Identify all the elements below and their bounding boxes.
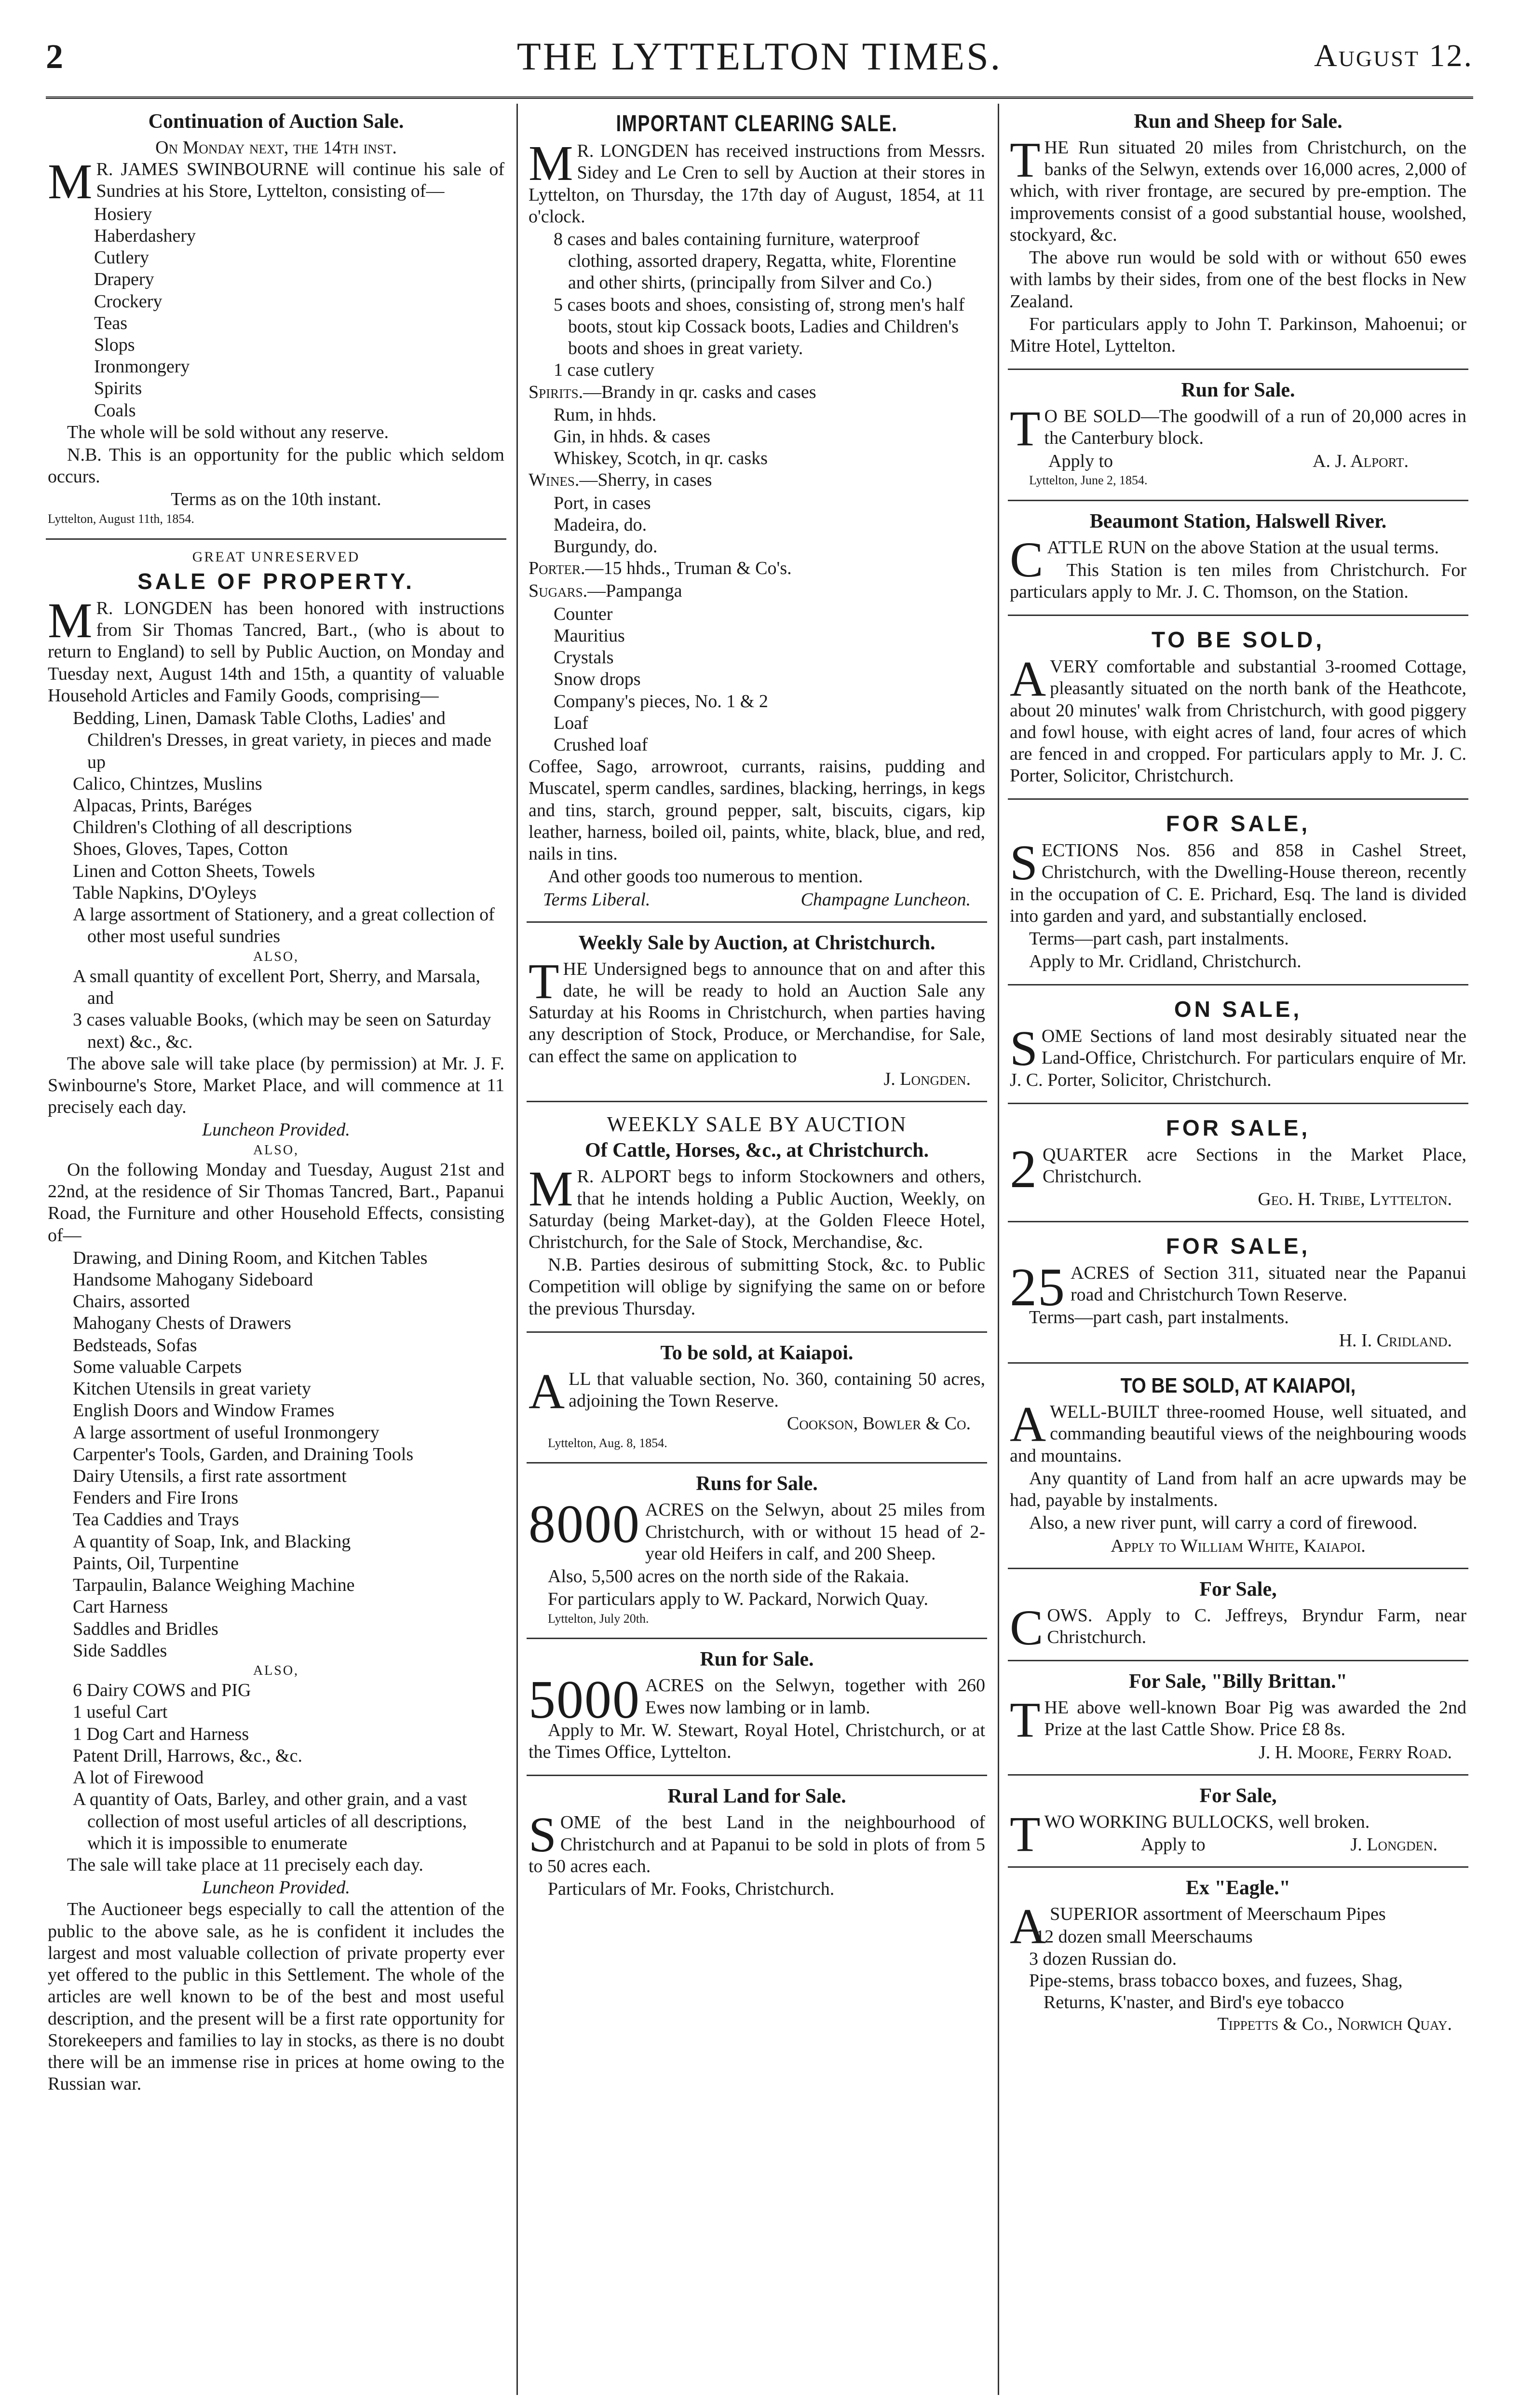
ad-paragraph: Also, 5,500 acres on the north side of the Rakaia. [548,1566,909,1587]
ad-note: N.B. This is an opportunity for the public which seldom occurs. [48,445,504,487]
ad-body: R. LONGDEN has received instructions from Messrs. Sidey and Le Cren to sell by Auction at their stores in Lyttelton, on Thursday, the 17th day of August, 1854, at 11 o'clock. [529,141,985,227]
ad-separator [527,1101,987,1102]
ad-separator [527,1775,987,1776]
list-item: 1 useful Cart [73,1702,168,1723]
category-label: Sugars. [529,581,588,602]
ad-paragraph: Also, a new river punt, will carry a cord of firewood. [1029,1513,1418,1533]
list-item: Haberdashery [94,225,196,246]
list-item: Calico, Chintzes, Muslins [73,773,262,794]
ad-signature: J. H. Moore, Ferry Road. [1258,1742,1452,1763]
ad-separator [1008,615,1468,616]
list-item: 1 Dog Cart and Harness [73,1724,249,1744]
also-label: ALSO, [253,949,299,964]
list-item: Table Napkins, D'Oyleys [73,882,257,903]
list-item: 3 cases valuable Books, (which may be seen on Saturday next) &c., &c. [73,1010,491,1052]
ad-signature: Tippetts & Co., Norwich Quay. [1217,2014,1452,2035]
ad-cottage [1008,621,1468,794]
ad-land-office-sections [1008,990,1468,1097]
ad-date: Lyttelton, June 2, 1854. [1029,473,1148,487]
ad-body: WELL-BUILT three-roomed House, well situated, and commanding beautiful views of the neighbouring woods and mountains. [1010,1402,1466,1466]
item-list [48,1680,504,1854]
list-item: 3 dozen Russian do. [1029,1948,1177,1969]
list-item: Alpacas, Prints, Baréges [73,795,252,816]
ad-signature: A. J. Alport. [1313,451,1409,471]
list-item: Coals [94,400,136,421]
column-2 [527,106,987,2393]
ad-paragraph: The above sale will take place (by permission) at Mr. J. F. Swinbourne's Store, Market Place, and will commence at 11 precisely each day. [48,1053,504,1118]
ad-body: ATTLE RUN on the above Station at the usual terms. [1047,537,1439,558]
ad-body: OME Sections of land most desirably situated near the Land-Office, Christchurch. For particulars enquire of Mr. J. C. Porter, Solicitor, Christchurch. [1010,1026,1466,1090]
item-list [48,708,504,947]
ad-terms: Terms—part cash, part instalments. [1029,1307,1289,1328]
list-item: Linen and Cotton Sheets, Towels [73,861,315,881]
column-divider [516,104,518,2395]
ad-separator [527,1462,987,1464]
drop-cap: M [48,593,93,649]
apply-row [1010,451,1466,472]
list-item: Chairs, assorted [73,1291,190,1312]
ad-separator [1008,1362,1468,1364]
drop-cap: S [1010,835,1038,891]
ad-heading: For Sale, [1199,1784,1277,1807]
drop-cap: A [1010,1396,1046,1452]
list-item: Mahogany Chests of Drawers [73,1313,291,1334]
ad-paragraph: And other goods too numerous to mention. [548,866,863,887]
ad-heading: Runs for Sale. [696,1473,818,1495]
list-item: Burgundy, do. [554,536,658,557]
list-item: 6 Dairy COWS and PIG [73,1680,251,1701]
list-item: A small quantity of excellent Port, Sherry, and Marsala, and [73,966,480,1009]
ad-heading: TO BE SOLD, [1151,627,1325,653]
list-item: Tarpaulin, Balance Weighing Machine [73,1575,355,1596]
list-item: Port, in cases [554,493,651,513]
ad-body: WO WORKING BULLOCKS, well broken. [1044,1811,1370,1832]
ad-run-goodwill [1008,375,1468,495]
ad-body: R. JAMES SWINBOURNE will continue his sale of Sundries at his Store, Lyttelton, consisting of— [96,159,504,202]
ad-paragraph: N.B. Parties desirous of submitting Stock, &c. to Public Competition will oblige by signifying the same on or before the previous Thursday. [529,1255,985,1319]
drop-cap: M [529,1161,573,1217]
ad-body: HE above well-known Boar Pig was awarded the 2nd Prize at the last Cattle Show. Price £8 8s. [1044,1697,1466,1740]
ad-separator [1008,984,1468,985]
ad-sale-of-property [46,545,506,2102]
list-item: —Pampanga [587,581,682,602]
ad-paragraph: The above run would be sold with or without 650 ewes with lambs by their sides, from one of the best flocks in New Zealand. [1010,247,1466,312]
list-item: 1 case cutlery [554,360,654,381]
ad-heading: SALE OF PROPERTY. [137,569,415,594]
category-label: Porter. [529,558,585,579]
ad-signature: J. Longden. [1350,1834,1438,1855]
ad-heading: IMPORTANT CLEARING SALE. [616,111,898,137]
luncheon-note: Luncheon Provided. [202,1120,350,1140]
list-item: Counter [554,603,613,624]
ad-apply: Apply to Mr. Cridland, Christchurch. [1029,951,1302,972]
list-item: A quantity of Oats, Barley, and other grain, and a vast collection of most useful articles of all descriptions, which it is impossible to enumerate [73,1789,467,1853]
list-item: 8 cases and bales containing furniture, waterproof clothing, assorted drapery, Regatta, white, Florentine and other shirts, (principally from Silver and Co.) [554,229,956,293]
masthead [46,34,1473,96]
drop-cap: T [1010,1806,1041,1862]
ad-paragraph: The sale will take place at 11 precisely each day. [67,1855,423,1875]
list-item: Children's Clothing of all descriptions [73,817,352,838]
ad-heading: For Sale, "Billy Brittan." [1128,1670,1348,1693]
drop-number: 2 [1010,1139,1038,1199]
ad-separator [527,1331,987,1333]
column-1 [46,106,506,2393]
ad-body: HE Run situated 20 miles from Christchurch, on the banks of the Selwyn, extends over 16,000 acres, 2,000 of which, with river frontage, are secured by pre-emption. The improvements consist of a good substantial house, woolshed, stockyard, &c. [1010,137,1466,245]
ad-heading: Continuation of Auction Sale. [148,110,404,133]
list-item: Crushed loaf [554,735,648,755]
ad-heading: Run and Sheep for Sale. [1134,110,1343,133]
ad-body: VERY comfortable and substantial 3-roomed Cottage, pleasantly situated on the north bank of the Heathcote, about 20 minutes' walk from Christchurch, with good piggery and fowl house, with eight acres of land, four acres of which are fenced in and cropped. For particulars apply to Mr. J. C. Porter, Solicitor, Christchurch. [1010,657,1466,786]
terms-note: Terms Liberal. [543,889,651,910]
ad-market-place-sections [1008,1109,1468,1216]
list-item: A quantity of Soap, Ink, and Blacking [73,1531,351,1552]
list-item: Saddles and Bridles [73,1618,218,1639]
item-list [529,229,985,382]
ad-run-for-sale [527,1644,987,1770]
ad-heading: ON SALE, [1174,997,1302,1022]
ad-body: R. ALPORT begs to inform Stockowners and others, that he intends holding a Public Auction, Weekly, on Saturday (being Market-day), at the Golden Fleece Hotel, Christchurch, for the Sale of Stock, Merchandise, &c. [529,1166,985,1253]
ad-paragraph: Particulars of Mr. Fooks, Christchurch. [548,1878,835,1899]
terms-row [529,889,985,911]
list-item: Cutlery [94,247,149,268]
list-item: Fenders and Fire Irons [73,1488,238,1508]
drop-cap: S [529,1807,556,1863]
ad-separator [1008,1103,1468,1104]
drop-cap: M [48,154,93,210]
ad-heading: FOR SALE, [1166,811,1311,836]
drop-cap: C [1010,1600,1044,1656]
ad-paragraph: Any quantity of Land from half an acre upwards may be had, payable by instalments. [1010,1468,1466,1511]
ad-section-311 [1008,1227,1468,1357]
ad-heading: Run for Sale. [700,1648,814,1671]
ad-swinbourne-auction [46,106,506,534]
list-item: Hosiery [94,204,152,224]
list-item: A lot of Firewood [73,1767,204,1788]
ad-separator [1008,1221,1468,1222]
list-item: —Brandy in qr. casks and cases [583,382,816,402]
list-item: Pipe-stems, brass tobacco boxes, and fuzees, Shag, Returns, K'naster, and Bird's eye tobacco [1029,1970,1403,2012]
drop-cap: T [1010,1692,1041,1748]
item-list [529,493,985,558]
drop-number: 8000 [529,1494,640,1555]
ad-subheading: Of Cattle, Horses, &c., at Christchurch. [584,1139,929,1162]
ad-body: QUARTER acre Sections in the Market Place, Christchurch. [1043,1144,1466,1187]
ad-separator [1008,798,1468,800]
list-item: A large assortment of Stationery, and a great collection of other most useful sundries [73,904,495,947]
ad-heading: WEEKLY SALE BY AUCTION [607,1112,907,1136]
item-list [1010,1926,1466,2013]
ad-weekly-sale-christchurch [527,928,987,1096]
ad-heading: FOR SALE, [1166,1233,1311,1259]
list-item: Dairy Utensils, a first rate assortment [73,1465,347,1486]
list-item: Ironmongery [94,356,190,377]
ad-paragraph: On the following Monday and Tuesday, August 21st and 22nd, at the residence of Sir Thomas Tancred, Bart., Papanui Road, the Furniture and other Household Effects, consisting of— [48,1159,504,1245]
list-item: Loaf [554,712,588,733]
ad-separator [527,921,987,923]
ad-separator [1008,369,1468,370]
column-3 [1008,106,1468,2393]
ad-terms: Terms—part cash, part instalments. [1029,929,1289,949]
issue-date: August 12. [1314,38,1473,73]
ad-run-and-sheep [1008,106,1468,364]
drop-cap: A [529,1363,565,1419]
ad-body: O BE SOLD—The goodwill of a run of 20,000 acres in the Canterbury block. [1044,406,1466,449]
list-item: Mauritius [554,625,625,646]
drop-cap: S [1010,1021,1038,1077]
ad-heading: Beaumont Station, Halswell River. [1089,510,1387,533]
list-item: Whiskey, Scotch, in qr. casks [554,448,768,469]
list-item: Bedding, Linen, Damask Table Cloths, Ladies' and Children's Dresses, in great variety, in pieces and made up [73,708,492,772]
list-item: Teas [94,313,128,333]
ad-body: SUPERIOR assortment of Meerschaum Pipes [1050,1904,1386,1925]
ad-subheading: On Monday next, the 14th inst. [155,137,397,158]
list-item: —Sherry, in cases [579,470,712,491]
ad-signature: Cookson, Bowler & Co. [787,1413,971,1434]
ad-preheading: GREAT UNRESERVED [192,548,360,565]
list-item: 5 cases boots and shoes, consisting of, strong men's half boots, stout kip Cossack boots, Ladies and Children's boots and shoes in great variety. [554,294,965,359]
list-item: Carpenter's Tools, Garden, and Draining Tools [73,1444,414,1464]
ad-rural-land [527,1781,987,1907]
list-item: 12 dozen small Meerschaums [1035,1927,1253,1947]
ad-heading: Run for Sale. [1181,379,1295,402]
masthead-rule [46,96,1473,99]
item-list [48,1247,504,1662]
ad-heading: To be sold, at Kaiapoi. [660,1341,854,1364]
ad-paragraph: For particulars apply to W. Packard, Norwich Quay. [548,1589,929,1610]
ad-heading: Rural Land for Sale. [667,1785,846,1808]
ad-note: The whole will be sold without any reserve. [67,422,389,442]
ad-kaiapoi-house [1008,1368,1468,1563]
list-item: Kitchen Utensils in great variety [73,1379,311,1399]
list-item: Cart Harness [73,1597,168,1617]
ad-terms: Terms as on the 10th instant. [171,489,381,510]
list-item: Tea Caddies and Trays [73,1509,239,1530]
list-item: Snow drops [554,669,641,690]
category-label: Wines. [529,470,580,491]
also-label: ALSO, [253,1663,299,1678]
drop-cap: M [529,136,573,192]
list-item: Drawing, and Dining Room, and Kitchen Tables [73,1247,428,1268]
page-number: 2 [46,37,63,76]
ad-paragraph: This Station is ten miles from Christchurch. For particulars apply to Mr. J. C. Thomson, on the Station. [1010,560,1466,602]
ad-working-bullocks [1008,1780,1468,1861]
ad-paragraph: The Auctioneer begs especially to call the attention of the public to the above sale, as he is confident it includes the largest and most valuable collection of private property ever yet offered to the public in this Settlement. The whole of the articles are well known to be of the best and most useful description, and the present will be a first rate opportunity for Storekeepers and families to lay in stocks, as there is no doubt there will be an immense rise in prices at home owing to the Russian war. [48,1899,504,2094]
ad-body: LL that valuable section, No. 360, containing 50 acres, adjoining the Town Reserve. [569,1368,985,1411]
ad-date: Lyttelton, July 20th. [548,1611,649,1626]
list-item: Drapery [94,269,154,290]
list-item: English Doors and Window Frames [73,1400,335,1421]
ad-weekly-cattle-sale [527,1107,987,1327]
ad-separator [1008,1774,1468,1776]
drop-cap: A [1010,651,1046,707]
also-label: ALSO, [253,1142,299,1158]
ad-heading: For Sale, [1199,1578,1277,1601]
ad-paragraph: For particulars apply to John T. Parkinson, Mahoenui; or Mitre Hotel, Lyttelton. [1010,314,1466,356]
ad-beaumont-station [1008,506,1468,610]
ad-body: OWS. Apply to C. Jeffreys, Bryndur Farm, near Christchurch. [1047,1605,1466,1647]
list-item: Patent Drill, Harrows, &c., &c. [73,1745,302,1766]
luncheon-note: Champagne Luncheon. [800,889,971,910]
list-item: Handsome Mahogany Sideboard [73,1270,313,1290]
ad-separator [46,538,506,540]
ad-paragraph: Coffee, Sago, arrowroot, currants, raisins, pudding and Muscatel, sperm candles, sardines, blacking, herrings, in kegs and tins, starch, ground pepper, salt, biscuits, cigars, kip leather, harness, boiled oil, paints, white, black, blue, and red, nails in tins. [529,756,985,864]
ad-heading: TO BE SOLD, AT KAIAPOI, [1120,1373,1356,1397]
list-item: Bedsteads, Sofas [73,1335,197,1355]
ad-body: ACRES of Section 311, situated near the Papanui road and Christchurch Town Reserve. [1071,1262,1466,1305]
list-item: Slops [94,334,135,355]
ad-paragraph: Apply to Mr. W. Stewart, Royal Hotel, Christchurch, or at the Times Office, Lyttelton. [529,1720,985,1763]
list-item: Crockery [94,291,163,312]
item-list [48,966,504,1053]
list-item: Gin, in hhds. & cases [554,426,711,447]
drop-cap: T [529,953,559,1009]
apply-row [1044,1834,1466,1856]
item-list [48,204,504,422]
ad-body: R. LONGDEN has been honored with instructions from Sir Thomas Tancred, Bart., (who is about to return to England) to sell by Public Auction, on Monday and Tuesday next, August 14th and 15th, a quantity of valuable Household Articles and Family Goods, comprising— [48,598,504,706]
item-list [529,603,985,756]
drop-cap: A [1010,1899,1046,1955]
apply-label: Apply to [1048,451,1113,471]
ad-ex-eagle [1008,1873,1468,2041]
ad-signature: Geo. H. Tribe, Lyttelton. [1258,1189,1452,1209]
list-item: Some valuable Carpets [73,1356,242,1377]
ad-separator [1008,1660,1468,1661]
ad-body: HE Undersigned begs to announce that on and after this date, he will be ready to hold an Auction Sale any Saturday at his Rooms in Christchurch, when parties having any description of Stock, Produce, or Merchandise, for Sale, can effect the same on application to [529,958,985,1067]
ad-clearing-sale [527,106,987,917]
drop-number: 5000 [529,1670,640,1730]
apply-label: Apply to [1140,1834,1206,1855]
ad-heading: Ex "Eagle." [1186,1877,1290,1900]
ad-date: Lyttelton, Aug. 8, 1854. [548,1436,667,1450]
ad-cows [1008,1574,1468,1655]
drop-number: 25 [1010,1257,1066,1317]
category-label: Spirits. [529,382,583,402]
drop-cap: T [1010,132,1041,188]
ad-heading: FOR SALE, [1166,1115,1311,1140]
list-item: Rum, in hhds. [554,404,657,425]
list-item: Madeira, do. [554,514,647,535]
ad-apply: Apply to William White, Kaiapoi. [1111,1535,1366,1556]
ad-signature: H. I. Cridland. [1339,1330,1452,1351]
list-item: A large assortment of useful Ironmongery [73,1422,380,1443]
list-item: Side Saddles [73,1640,167,1661]
ad-body: ECTIONS Nos. 856 and 858 in Cashel Street, Christchurch, with the Dwelling-House thereon, recently in the occupation of C. E. Prichard, Esq. The land is divided into garden and yard, and substantially enclosed. [1010,840,1466,926]
ad-separator [1008,500,1468,501]
ad-body: OME of the best Land in the neighbourhood of Christchurch and at Papanui to be sold in plots of from 5 to 50 acres each. [529,1812,985,1876]
drop-cap: C [1010,532,1044,588]
ad-signature: J. Longden. [883,1068,971,1089]
ad-date: Lyttelton, August 11th, 1854. [48,511,194,526]
item-list [529,404,985,470]
ad-body: ACRES on the Selwyn, about 25 miles from Christchurch, with or without 15 head of 2-year old Heifers in calf, and 200 Sheep. [645,1500,985,1564]
list-item: Paints, Oil, Turpentine [73,1553,239,1573]
ad-runs-for-sale [527,1468,987,1633]
ad-billy-brittan [1008,1666,1468,1769]
column-divider [998,104,999,2395]
luncheon-note: Luncheon Provided. [202,1877,350,1898]
ad-body: ACRES on the Selwyn, together with 260 Ewes now lambing or in lamb. [645,1675,985,1718]
list-item: Spirits [94,378,142,399]
drop-cap: T [1010,401,1041,457]
list-item: Shoes, Gloves, Tapes, Cotton [73,839,288,860]
newspaper-title: THE LYTTELTON TIMES. [516,34,1003,78]
ad-separator [1008,1568,1468,1569]
ad-separator [1008,1866,1468,1868]
ad-separator [527,1638,987,1639]
list-item: —15 hhds., Truman & Co's. [585,558,792,579]
ad-heading: Weekly Sale by Auction, at Christchurch. [578,931,936,954]
list-item: Company's pieces, No. 1 & 2 [554,691,768,711]
ad-cashel-street [1008,805,1468,979]
ad-kaiapoi-section [527,1338,987,1458]
list-item: Crystals [554,647,614,668]
